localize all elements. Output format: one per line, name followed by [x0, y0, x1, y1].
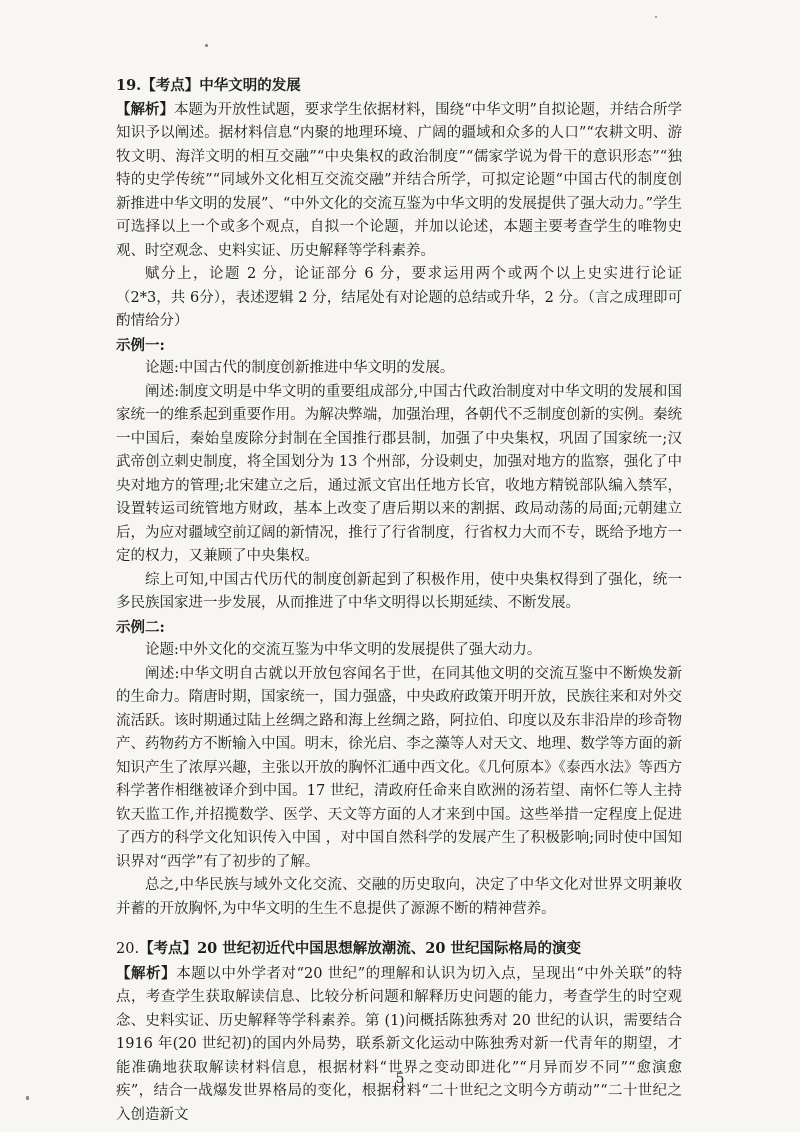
page-number: 5	[395, 1071, 405, 1087]
example1-label: 示例一:	[116, 336, 165, 354]
q20-analysis-text: 本题以中外学者对“20 世纪”的理解和认识为切入点，呈现出“中外关联”的特点，考查学生获取解读信息、比较分析问题和解释历史问题的能力，考查学生的时空观念、史料实证、历史解释等学科素养。第 (1)问概括陈独秀对 20 世纪的认识，需要结合 1916 年(20 世纪初)的国内外局势，联系新文化运动中陈独秀对新一代青年的期望，才能准确地获取解读材料信息，根据材料“世界之变动即进化”“月异而岁不同”“愈演愈疾”，结合一战爆发世界格局的变化，根据材料“二十世纪之文明今方萌动”“二十世纪之入创造新文	[116, 965, 683, 1123]
q20-topic-label: 【考点】	[139, 940, 198, 957]
example1-argument: 阐述:制度文明是中华文明的重要组成部分,中国古代政治制度对中华文明的发展和国家统一的维系起到重要作用。为解决弊端，加强治理，各朝代不乏制度创新的实例。秦统一中国后，秦始皇废除分封制在全国推行郡县制，加强了中央集权，巩固了国家统一;汉武帝创立刺史制度，将全国划分为 13 个州部，分设刺史，加强对地方的监察，强化了中央对地方的管理;北宋建立之后，通过派文官出任地方长官，收地方精锐部队编入禁军，设置转运司统管地方财政，基本上改变了唐后期以来的割据、政局动荡的局面;元朝建立后，为应对疆域空前辽阔的新情况，推行了行省制度，行省权力大而不专，既给予地方一定的权力，又兼顾了中央集权。	[116, 383, 682, 564]
example2-argument: 阐述:中华文明自古就以开放包容闻名于世，在同其他文明的交流互鉴中不断焕发新的生命力。隋唐时期，国家统一，国力强盛，中央政府政策开明开放，民族往来和对外交流活跃。该时期通过陆上丝绸之路和海上丝绸之路，阿拉伯、印度以及东非沿岸的珍奇物产、药物药方不断输入中国。明末，徐光启、李之藻等人对天文、地理、数学等方面的新知识产生了浓厚兴趣，主张以开放的胸怀汇通中西文化。《几何原本》《泰西水法》等西方科学著作相继被译介到中国。17 世纪，清政府任命来自欧洲的汤若望、南怀仁等人主持钦天监工作,并招揽数学、医学、天文等方面的人才来到中国。这些举措一定程度上促进了西方的科学文化知识传入中国 ，对中国自然科学的发展产生了积极影响;同时使中国知识界对“西学”有了初步的了解。	[116, 665, 682, 870]
q20-number: 20.	[116, 941, 140, 957]
example2-label: 示例二:	[116, 618, 165, 636]
q19-analysis	[116, 98, 682, 264]
example1-conclusion: 综上可知,中国古代历代的制度创新起到了积极作用，使中央集权得到了强化，统一多民族国家进一步发展，从而推进了中华文明得以长期延续、不断发展。	[116, 571, 682, 611]
q19-number: 19.	[116, 77, 142, 94]
q20-topic: 20 世纪初近代中国思想解放潮流、20 世纪国际格局的演变	[197, 940, 582, 957]
q20-analysis-label: 【解析】	[116, 964, 177, 982]
q19-scoring: 赋分上，论题 2 分，论证部分 6 分，要求运用两个或两个以上史实进行论证（2*3，共 6分），表述逻辑 2 分，结尾处有对论题的总结或升华，2 分。（言之成理即可酌情给分）	[116, 266, 682, 329]
q19-analysis-text: 本题为开放性试题，要求学生依据材料，围绕“中华文明”自拟论题，并结合所学知识予以阐述。据材料信息“内聚的地理环境、广阔的疆域和众多的人口”“农耕文明、游牧文明、海洋文明的相互交融”“中央集权的政治制度”“儒家学说为骨干的意识形态”“独特的史学传统”“同域外文化相互交流交融”并结合所学，可拟定论题“中国古代的制度创新推进中华文明的发展”、“中外文化的交流互鉴为中华文明的发展提供了强大动力。”学生可选择以上一个或多个观点，自拟一个论题，并加以论述，本题主要考查学生的唯物史观、时空观念、史料实证、历史解释等学科素养。	[116, 101, 683, 259]
q20-analysis	[116, 962, 682, 1128]
document-body	[116, 74, 682, 1127]
q20-heading	[116, 937, 682, 962]
section-gap	[116, 921, 682, 937]
q19-topic-label: 【考点】	[141, 77, 200, 94]
example2-thesis: 论题:中外文化的交流互鉴为中华文明的发展提供了强大动力。	[145, 642, 542, 658]
example1-thesis: 论题:中国古代的制度创新推进中华文明的发展。	[145, 360, 455, 376]
scan-speck	[655, 16, 657, 18]
q19-heading	[116, 74, 682, 98]
scan-speck	[205, 44, 208, 47]
example2-conclusion: 总之,中华民族与域外文化交流、交融的历史取向，决定了中华文化对世界文明兼收并蓄的开放胸怀,为中华文明的生生不息提供了源源不断的精神营养。	[116, 877, 682, 917]
scan-speck	[26, 1096, 29, 1100]
q19-analysis-label: 【解析】	[116, 100, 175, 118]
q19-topic: 中华文明的发展	[199, 77, 301, 94]
